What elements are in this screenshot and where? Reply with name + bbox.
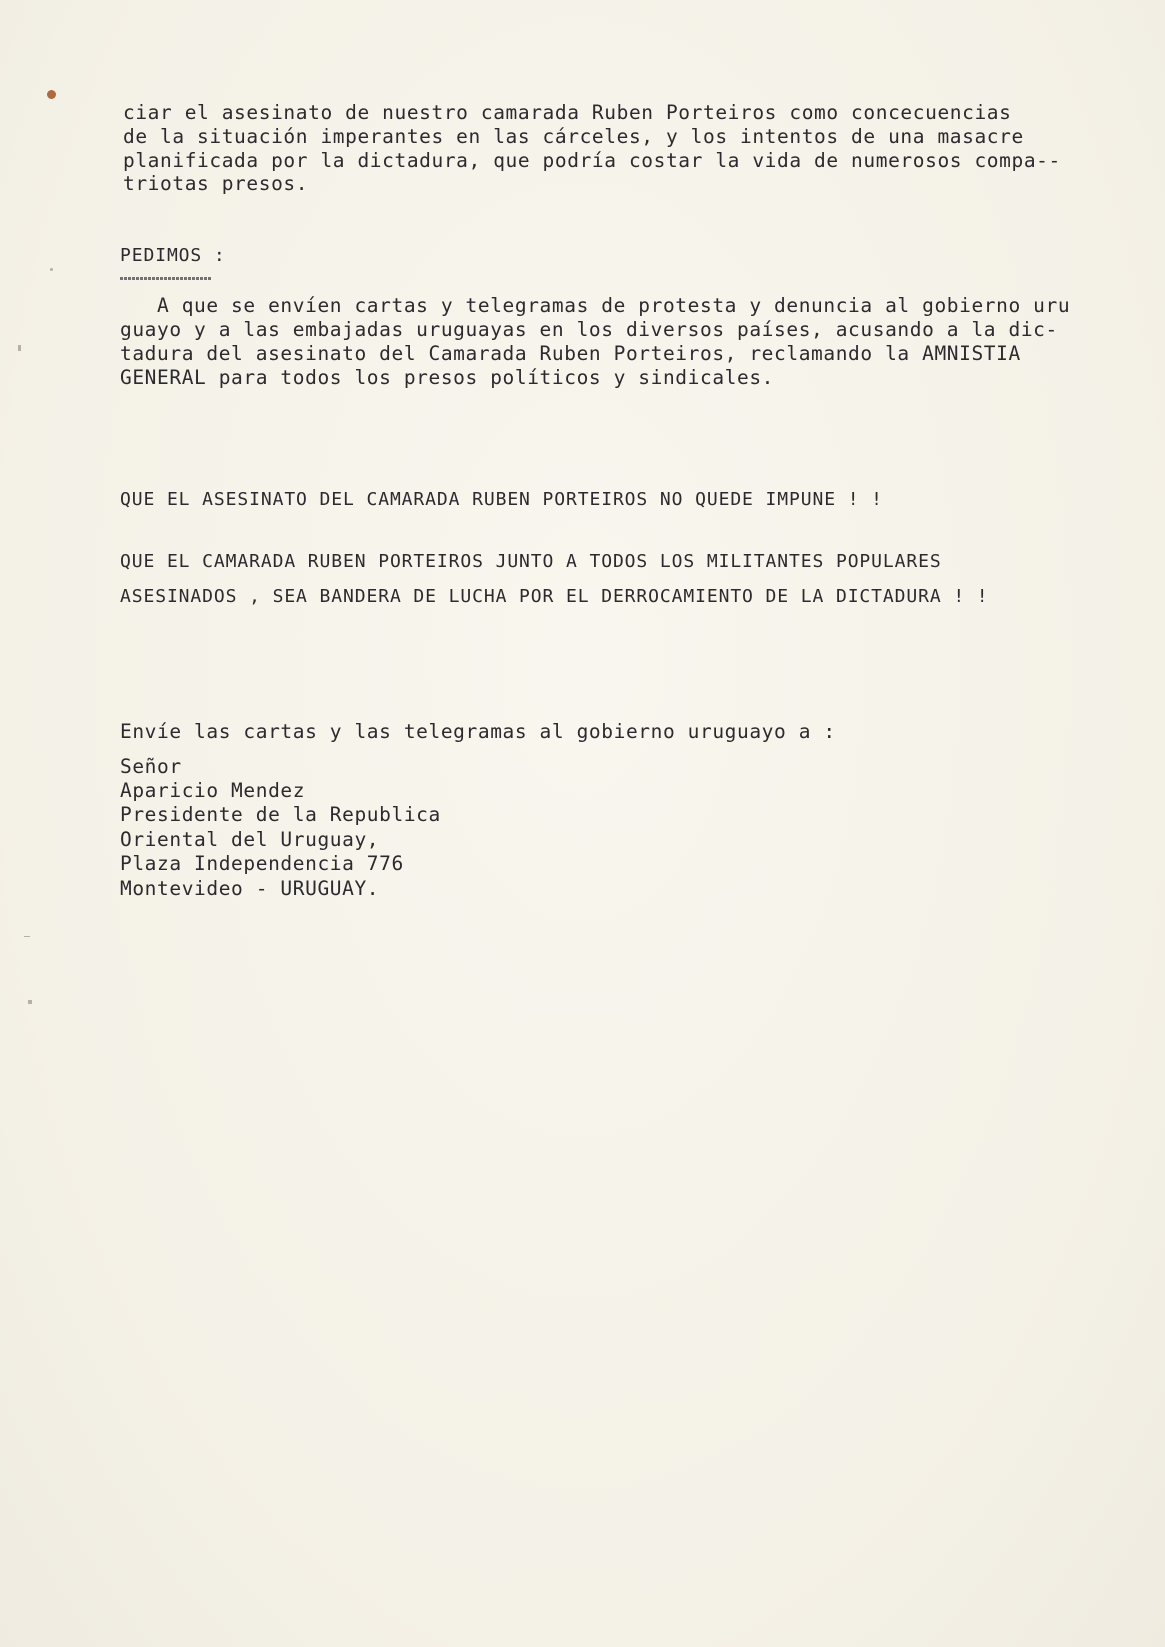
slogan-line: QUE EL CAMARADA RUBEN PORTEIROS JUNTO A TODOS LOS MILITANTES POPULARES — [120, 551, 942, 572]
paper-speck — [28, 1000, 32, 1004]
slogan-line: QUE EL ASESINATO DEL CAMARADA RUBEN PORTEIROS NO QUEDE IMPUNE ! ! — [120, 489, 883, 510]
paragraph-line: triotas presos. — [123, 172, 309, 195]
paragraph-line: de la situación imperantes en las cárceles, y los intentos de una masacre — [123, 125, 1024, 148]
pedimos-heading: PEDIMOS : — [120, 245, 226, 266]
paper-speck — [18, 345, 21, 351]
paragraph-line: planificada por la dictadura, que podría costar la vida de numerosos compa-- — [123, 149, 1061, 172]
paragraph-line: guayo y a las embajadas uruguayas en los diversos países, acusando a la dic- — [120, 318, 1058, 341]
paragraph-line: A que se envíen cartas y telegramas de protesta y denuncia al gobierno uru — [120, 294, 1071, 317]
slogan-line: ASESINADOS , SEA BANDERA DE LUCHA POR EL DERROCAMIENTO DE LA DICTADURA ! ! — [120, 586, 989, 607]
address-line: Presidente de la Republica — [120, 803, 441, 826]
paper-speck — [50, 268, 53, 271]
paper-speck — [24, 936, 30, 937]
rust-stain — [47, 90, 56, 99]
address-line: Plaza Independencia 776 — [120, 852, 404, 875]
heading-underline — [120, 277, 212, 280]
instructions-line: Envíe las cartas y las telegramas al gobierno uruguayo a : — [120, 720, 836, 743]
address-line: Montevideo - URUGUAY. — [120, 877, 380, 900]
paragraph-line: tadura del asesinato del Camarada Ruben Porteiros, reclamando la AMNISTIA — [120, 342, 1021, 365]
address-line: Aparicio Mendez — [120, 779, 306, 802]
address-line: Oriental del Uruguay, — [120, 828, 380, 851]
paragraph-line: ciar el asesinato de nuestro camarada Ruben Porteiros como concecuencias — [123, 101, 1012, 124]
paragraph-line: GENERAL para todos los presos políticos y sindicales. — [120, 366, 775, 389]
address-line: Señor — [120, 755, 182, 778]
